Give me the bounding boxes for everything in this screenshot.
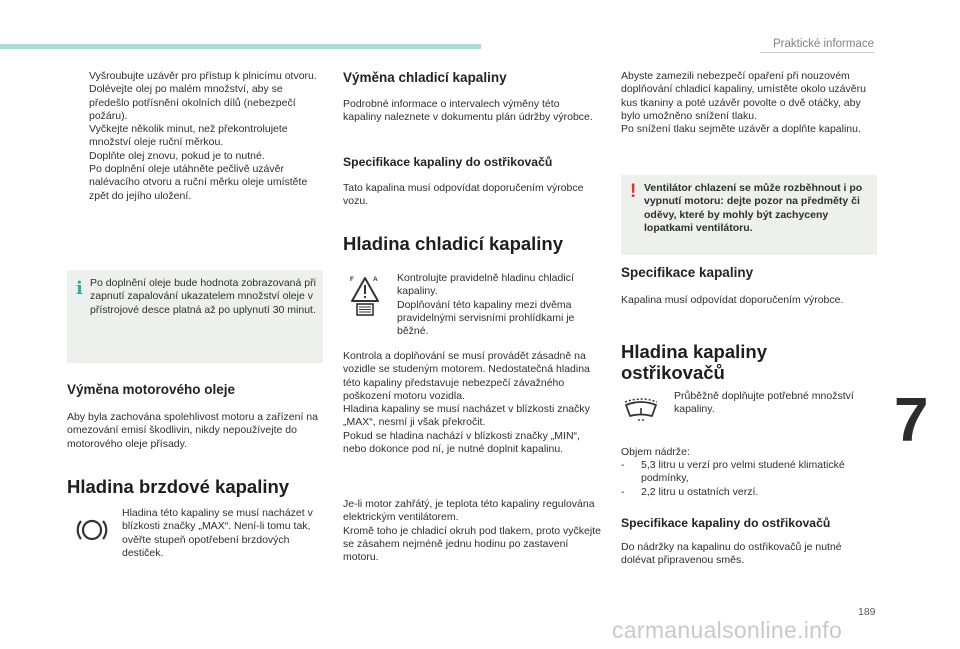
coolant-change-heading: Výměna chladicí kapaliny: [343, 70, 507, 85]
info-icon: i: [76, 278, 83, 299]
washer-spec-text: Do nádržky na kapalinu do ostřikovačů je nutné dolévat připravenou směs.: [621, 541, 842, 567]
section-title: Praktické informace: [773, 38, 874, 50]
info-box: [67, 270, 323, 363]
dash-bullet: -: [621, 459, 625, 471]
brake-warning-icon: [75, 515, 109, 545]
washer-level-icon-text: Průběžně doplňujte potřebné množství kapaliny.: [674, 390, 854, 416]
header-accent-bar: [0, 44, 481, 49]
list-item: Doplňte olej znovu, pokud je to nutné.: [89, 149, 265, 162]
washer-level-heading: Hladina kapaliny ostřikovačů: [621, 341, 767, 383]
warning-text: Ventilátor chlazení se může rozběhnout i po vypnutí motoru: dejte pozor na předměty či oděvy, které by mohly být zachyceny lopatkami ventilátoru.: [644, 182, 863, 234]
coolant-change-text: Podrobné informace o intervalech výměny této kapaliny naleznete v dokumentu plán údržby výrobce.: [343, 98, 593, 124]
brake-fluid-text: Hladina této kapaliny se musí nacházet v blízkosti značky „MAX“. Není-li tomu tak, ověřte stupeň opotřebení brzdových destiček.: [122, 507, 313, 559]
coolant-level-paragraph: Kontrola a doplňování se musí provádět zásadně na vozidle se studeným motorem. Nedostatečná hladina této kapaliny představuje nebezpečí závažného poškození motoru vozidla. Hladina kapaliny se musí nacházet v blízkosti značky „MAX“, nesmí ji však překročit. Pokud se hladina nachází v blízkosti značky „MIN“, nebo dokonce pod ní, je nutné doplnit kapalinu.: [343, 350, 590, 456]
list-item: Po doplnění oleje utáhněte pečlivě uzávěr nalévacího otvoru a ruční měrku oleje umístěte zpět do jejího uložení.: [89, 163, 308, 202]
oil-refill-steps: [67, 70, 323, 203]
list-item: Vyšroubujte uzávěr pro přístup k plnicímu otvoru.: [89, 70, 317, 82]
list-item: - 2,2 litru u ostatních verzí.: [621, 485, 759, 498]
coolant-level-heading: Hladina chladicí kapaliny: [343, 233, 564, 254]
header-divider: [760, 52, 874, 53]
svg-text:A: A: [373, 276, 378, 283]
info-text: Po doplnění oleje bude hodnota zobrazovaná při zapnutí zapalování ukazatelem množství oleje v přístrojové desce platná až po uplynutí 30 minut.: [90, 277, 316, 316]
oil-change-heading: Výměna motorového oleje: [67, 382, 236, 397]
list-item: Dolévejte olej po malém množství, aby se předešlo potřísnění okolních dílů (nebezpečí požáru).: [89, 83, 296, 122]
washer-spec-heading: Specifikace kapaliny do ostřikovačů: [621, 516, 831, 530]
warning-icon: !: [630, 181, 637, 202]
dash-bullet: -: [621, 485, 625, 498]
brake-fluid-heading: Hladina brzdové kapaliny: [67, 476, 290, 497]
tank-capacity-list: [621, 459, 877, 499]
tank-capacity-label: Objem nádrže:: [621, 446, 690, 458]
washer-fluid-icon: [622, 392, 660, 424]
washer-spec-heading: Specifikace kapaliny do ostřikovačů: [343, 155, 553, 169]
oil-change-text: Aby byla zachována spolehlivost motoru a zařízení na omezování emisí škodlivin, nikdy nepoužívejte do motorového oleje přísady.: [67, 411, 318, 450]
svg-text:F: F: [350, 276, 354, 283]
coolant-level-paragraph: Je-li motor zahřátý, je teplota této kapaliny regulována elektrickým ventilátorem. Kromě toho je chladicí okruh pod tlakem, proto vyčkejte se zásahem nejméně jednu hodinu po zastavení motoru.: [343, 498, 601, 564]
chapter-number: 7: [894, 386, 929, 455]
watermark: carmanualsonline.info: [612, 617, 843, 643]
list-item: Vyčkejte několik minut, než překontrolujete množství oleje ruční měrkou.: [89, 123, 288, 149]
scald-warning-text: Abyste zamezili nebezpečí opaření při nouzovém doplňování chladicí kapaliny, umístěte okolo uzávěru kus tkaniny a poté uzávěr povolte o dvě otáčky, aby bylo umožněno snížení tlaku. Po snížení tlaku sejměte uzávěr a doplňte kapalinu.: [621, 70, 866, 136]
fluid-spec-heading: Specifikace kapaliny: [621, 265, 754, 280]
warning-box: [621, 175, 877, 255]
fluid-spec-text: Kapalina musí odpovídat doporučením výrobce.: [621, 294, 844, 306]
coolant-warning-icon: [349, 274, 381, 316]
washer-spec-text: Tato kapalina musí odpovídat doporučením výrobce vozu.: [343, 182, 584, 208]
page-number: 189: [858, 606, 876, 618]
coolant-level-icon-text: Kontrolujte pravidelně hladinu chladicí kapaliny. Doplňování této kapaliny mezi dvěma pravidelnými servisními prohlídkami je běžné.: [397, 272, 575, 338]
list-item: - 5,3 litru u verzí pro velmi studené klimatické podmínky,: [621, 459, 845, 485]
